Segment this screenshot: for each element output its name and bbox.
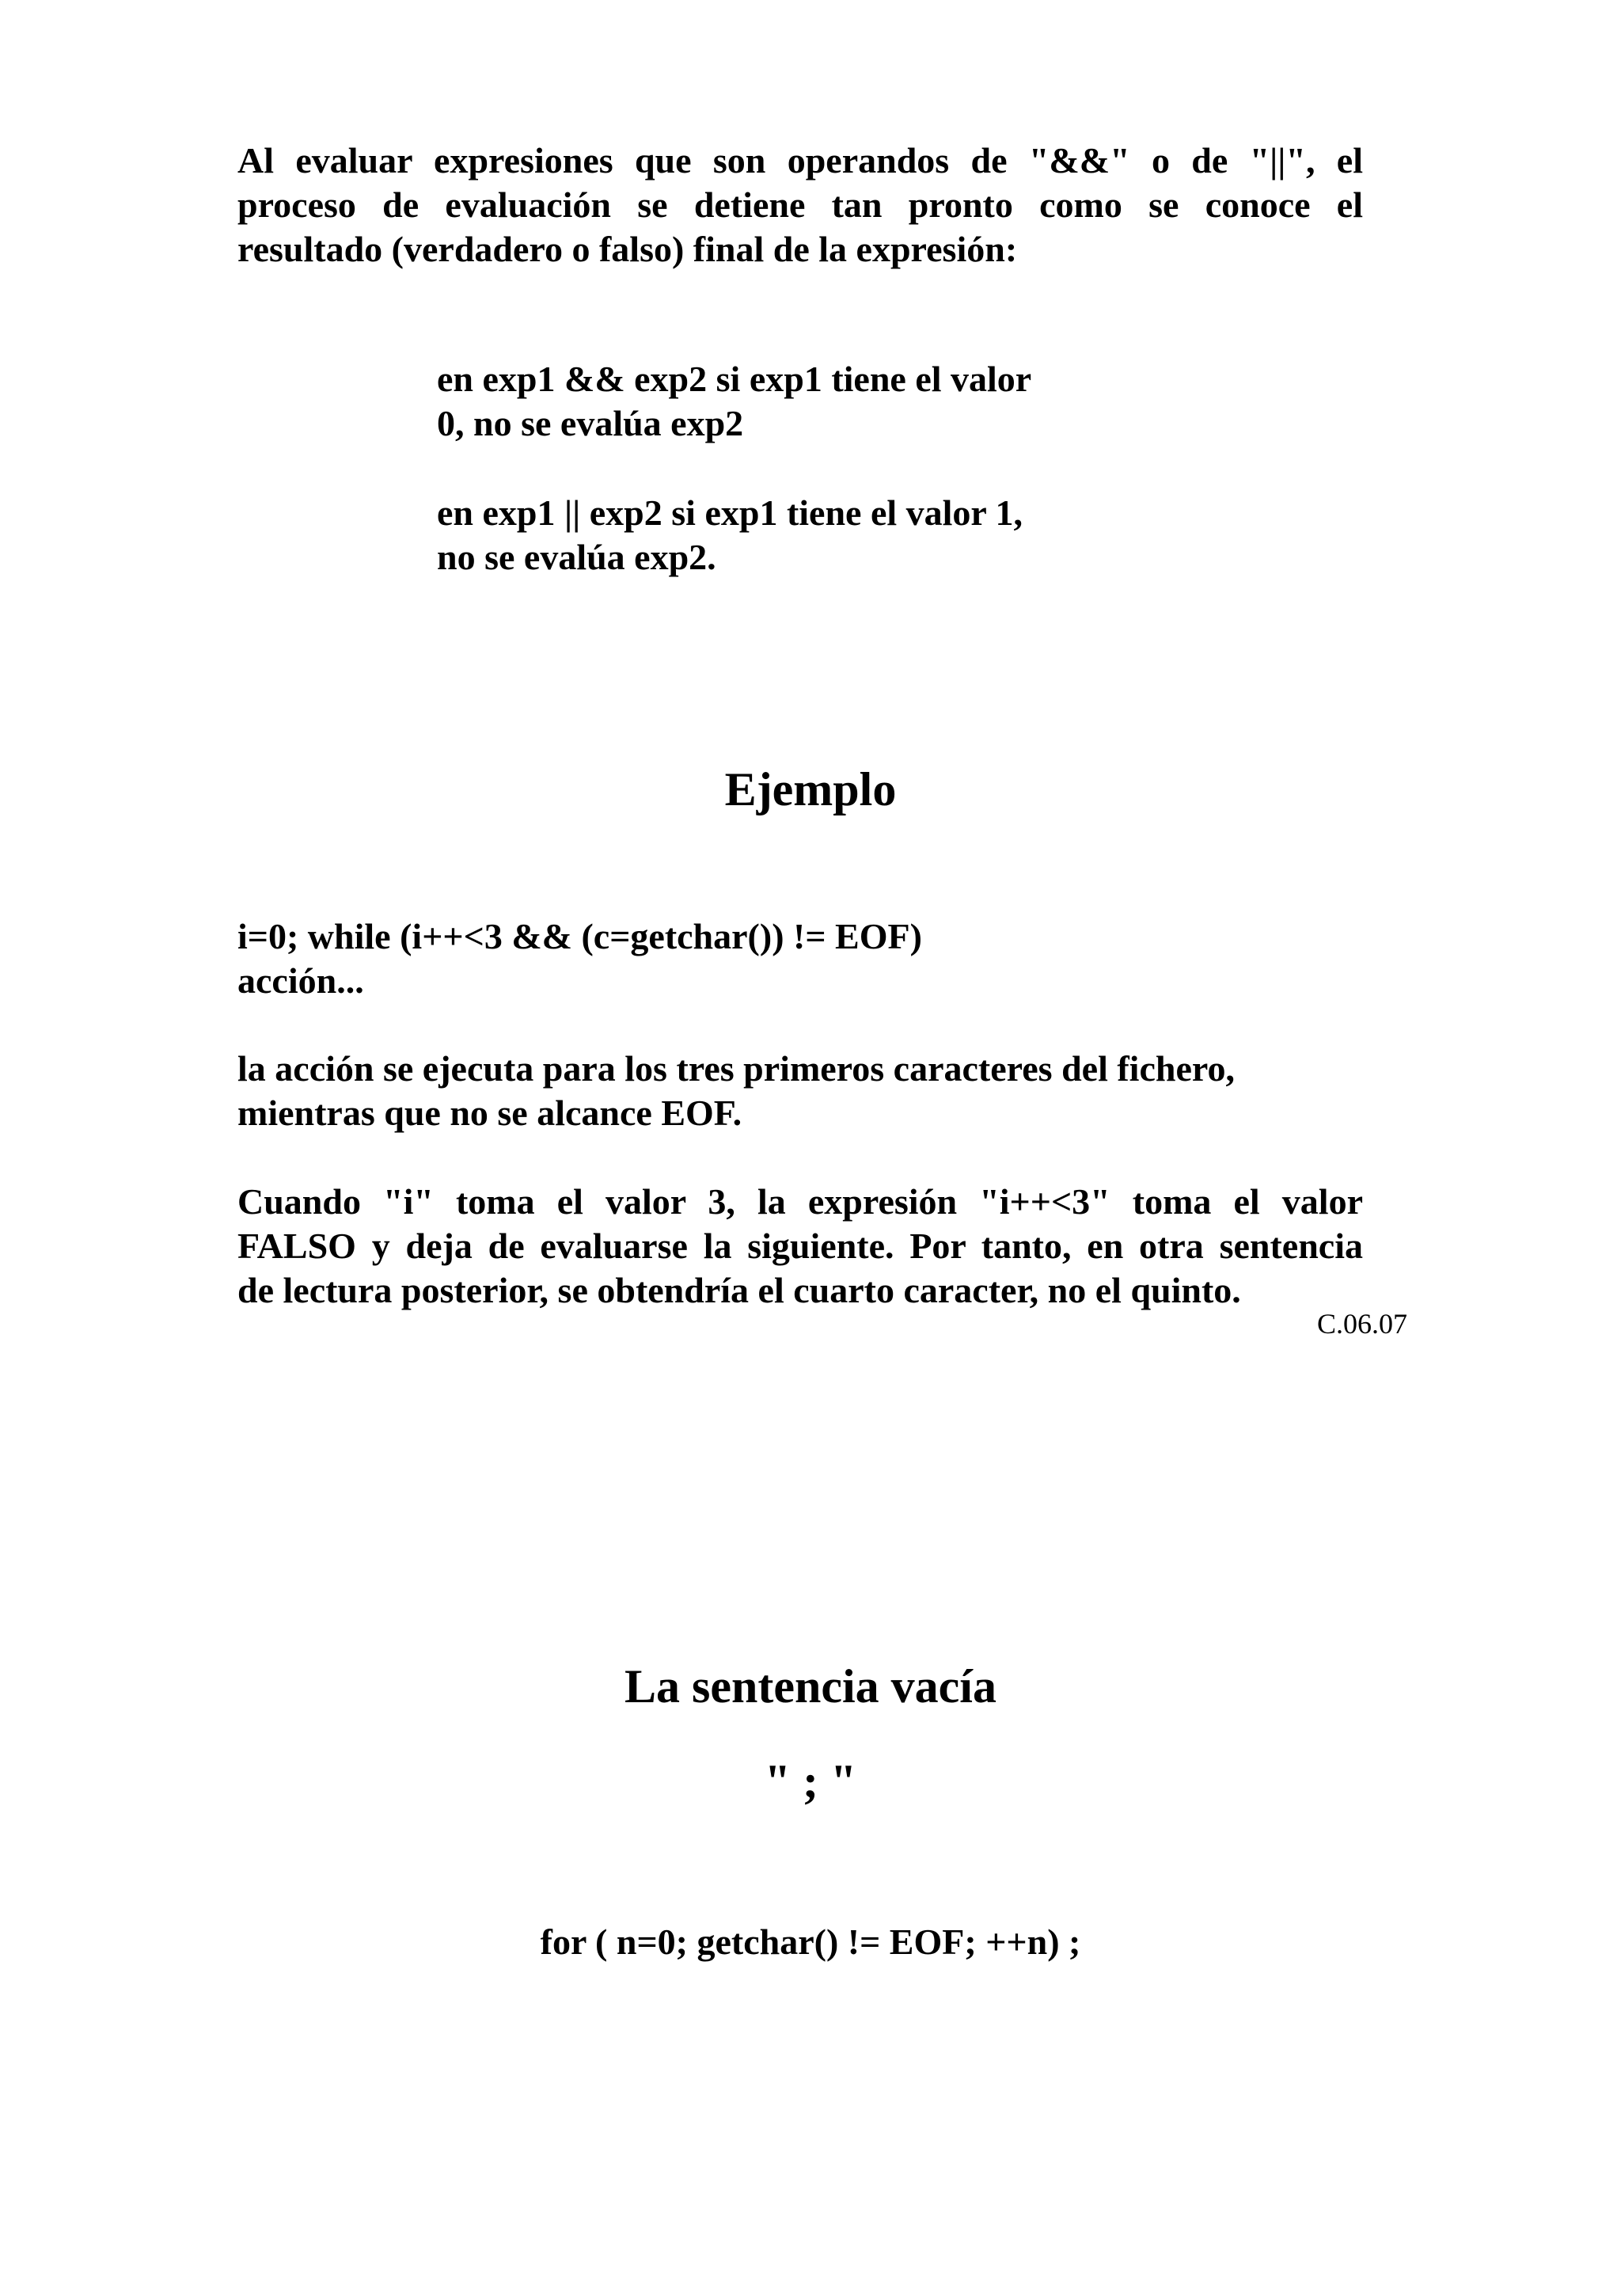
page-reference: C.06.07	[1316, 1308, 1407, 1340]
intro-line-2: proceso de evaluación se detiene tan pronto como se conoce el	[237, 184, 1363, 225]
note-line-3: de lectura posterior, se obtendría el cuarto caracter, no el quinto.	[237, 1270, 1241, 1310]
explanation-line-2: mientras que no se alcance EOF.	[237, 1093, 742, 1133]
empty-statement-symbol: " ; "	[764, 1755, 857, 1808]
or-rule	[437, 491, 1149, 580]
and-rule	[437, 357, 1149, 446]
note-line-1: Cuando "i" toma el valor 3, la expresión "i++<3" toma el valor	[237, 1181, 1363, 1222]
note-line-2: FALSO y deja de evaluarse la siguiente. Por tanto, en otra sentencia	[237, 1226, 1363, 1266]
example-explanation	[237, 1047, 1363, 1135]
intro-line-1: Al evaluar expresiones que son operandos de "&&" o de "||", el	[237, 140, 1363, 181]
or-rule-line-2: no se evalúa exp2.	[437, 537, 716, 577]
explanation-line-1: la acción se ejecuta para los tres primeros caracteres del fichero,	[237, 1048, 1235, 1089]
intro-line-3: resultado (verdadero o falso) final de la expresión:	[237, 229, 1018, 269]
or-rule-line-1: en exp1 || exp2 si exp1 tiene el valor 1,	[437, 492, 1023, 533]
empty-statement-heading: La sentencia vacía	[624, 1660, 997, 1712]
example-code-line-1: i=0; while (i++<3 && (c=getchar()) != EOF)	[237, 916, 922, 956]
example-code-line-2: acción...	[237, 960, 364, 1001]
and-rule-line-1: en exp1 && exp2 si exp1 tiene el valor	[437, 359, 1032, 399]
empty-statement-code: for ( n=0; getchar() != EOF; ++n) ;	[540, 1922, 1081, 1962]
and-rule-line-2: 0, no se evalúa exp2	[437, 403, 744, 443]
intro-paragraph	[237, 139, 1363, 272]
example-code	[237, 914, 1363, 1003]
example-heading: Ejemplo	[724, 763, 897, 815]
example-note	[237, 1180, 1363, 1313]
